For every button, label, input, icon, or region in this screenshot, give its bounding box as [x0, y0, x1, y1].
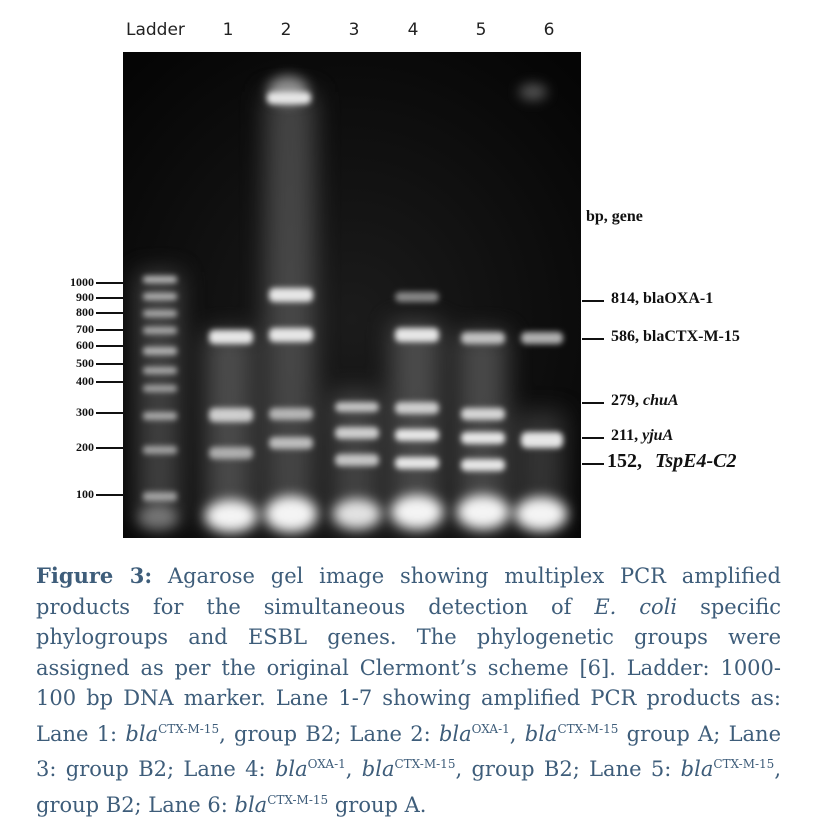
ladder-band-200 [143, 446, 177, 454]
marker-line-211 [582, 437, 604, 439]
lane6-band-586 [521, 332, 563, 344]
marker-gene-152: TspE4-C2 [655, 450, 737, 472]
primer-lane-2 [265, 496, 317, 532]
caption-bla: bla [234, 792, 268, 817]
marker-bp-814: 814, [611, 290, 639, 307]
caption-lane1-tail: , group B2; Lane 2: [219, 721, 439, 746]
marker-gene-814: blaOXA-1 [643, 290, 714, 307]
lane3-band-152 [335, 454, 379, 466]
caption-text-1: Agarose gel image showing multiplex PCR amplified products for the simultaneous detection of [36, 564, 781, 619]
caption-text-2: specific phylogroups and ESBL genes. The phylogenetic groups were assigned as per the original Clermont’s scheme [6]. Ladder: 1000-100 bp DNA marker. Lane 1-7 showing amplified PCR products as: Lane 1: [36, 594, 781, 746]
lane2-band-814 [269, 288, 313, 302]
marker-label-279 [611, 392, 679, 410]
caption-ctx-sup: CTX-M-15 [394, 757, 456, 771]
ladder-band-400 [143, 385, 177, 392]
marker-bp-279: 279, [611, 392, 639, 409]
marker-bp-211: 211, [611, 427, 639, 444]
caption-ecoli: E. coli [594, 594, 678, 619]
ladder-tick-300 [96, 412, 124, 414]
lane-label-1: 1 [222, 20, 234, 40]
ladder-tick-800 [96, 312, 124, 314]
lane5-band-211 [461, 432, 505, 444]
ladder-label-700: 700 [76, 322, 94, 336]
lane4-band-586 [395, 328, 439, 342]
caption-lane5-tail: , group B2; Lane 6: [36, 757, 781, 817]
lane4-band-279 [395, 402, 439, 414]
ladder-label-300: 300 [76, 405, 94, 419]
caption-oxa-sup: OXA-1 [471, 721, 510, 736]
caption-ctx-sup: CTX-M-15 [557, 721, 619, 736]
marker-line-814 [582, 300, 604, 302]
marker-gene-586: blaCTX-M-15 [643, 328, 740, 345]
ladder-band-700 [143, 327, 177, 334]
lane4-band-211 [395, 429, 439, 441]
ladder-label-100: 100 [76, 487, 94, 501]
caption-bla: bla [125, 721, 159, 746]
marker-gene-279: chuA [643, 392, 679, 409]
marker-line-279 [582, 402, 604, 404]
ladder-label-1000: 1000 [70, 275, 94, 289]
ladder-tick-500 [96, 363, 124, 365]
lane-label-5: 5 [475, 20, 487, 40]
lane5-band-586 [461, 332, 505, 344]
lane4-band-814 [395, 292, 439, 302]
primer-lane-6 [515, 497, 567, 531]
lane3-band-211 [335, 427, 379, 439]
marker-line-152 [582, 463, 604, 465]
lane1-band-152 [209, 447, 253, 459]
ladder-label-600: 600 [76, 338, 94, 352]
ladder-tick-700 [96, 329, 124, 331]
caption-lane2-tail: group A; Lane 3: group B2; Lane 4: [36, 721, 781, 781]
ladder-label-200: 200 [76, 440, 94, 454]
caption-lane6-tail: group A. [328, 792, 427, 817]
marker-label-814 [611, 290, 713, 308]
caption-separator: , [509, 721, 525, 746]
ladder-tick-1000 [96, 282, 124, 284]
ladder-label-900: 900 [76, 290, 94, 304]
marker-gene-211: yjuA [642, 427, 674, 444]
caption-bla: bla [438, 721, 472, 746]
well-lane-6 [519, 84, 547, 100]
ladder-label-500: 500 [76, 356, 94, 370]
lane-label-2: 2 [280, 20, 292, 40]
lane1-band-586 [209, 330, 253, 344]
caption-bla: bla [524, 721, 558, 746]
primer-lane-3 [333, 499, 381, 529]
marker-label-586 [611, 328, 740, 346]
ladder-label-800: 800 [76, 305, 94, 319]
caption-figure-label: Figure 3: [36, 563, 153, 588]
ladder-tick-100 [96, 494, 124, 496]
primer-lane-5 [457, 495, 509, 529]
ladder-band-800 [143, 310, 177, 317]
lane1-band-279 [209, 408, 253, 422]
caption-separator: , [345, 757, 362, 781]
lane3-band-279 [335, 402, 379, 412]
ladder-band-100 [143, 492, 177, 501]
marker-bp-586: 586, [611, 328, 639, 345]
marker-header: bp, gene [586, 208, 643, 225]
lane5-band-279 [461, 408, 505, 420]
lane-label-4: 4 [407, 20, 419, 40]
gel-image [123, 52, 581, 538]
marker-line-586 [582, 338, 604, 340]
ladder-band-900 [143, 293, 177, 300]
lane2-band-211 [269, 437, 313, 449]
ladder-tick-600 [96, 345, 124, 347]
ladder-label-400: 400 [76, 374, 94, 388]
caption-oxa-sup: OXA-1 [307, 757, 346, 771]
lane-label-ladder: Ladder [126, 20, 185, 40]
caption-ctx-sup: CTX-M-15 [267, 792, 329, 807]
caption-bla: bla [680, 757, 714, 781]
caption-bla: bla [361, 757, 395, 781]
smear-lane-2 [265, 92, 315, 532]
ladder-band-500 [143, 367, 177, 374]
lane2-band-586 [269, 328, 313, 342]
lane6-band-211 [521, 432, 563, 448]
ladder-band-1000 [143, 276, 177, 283]
caption-lane4-tail: , group B2; Lane 5: [455, 757, 681, 781]
primer-lane-4 [391, 495, 443, 529]
ladder-band-600 [143, 347, 177, 355]
caption-ctx-sup: CTX-M-15 [158, 721, 220, 736]
marker-label-211 [611, 427, 673, 445]
figure-caption [36, 561, 781, 820]
ladder-band-300 [143, 412, 177, 420]
ladder-tick-200 [96, 447, 124, 449]
primer-ladder [138, 506, 178, 530]
lane2-band-top [267, 92, 311, 104]
lane4-band-152 [395, 457, 439, 469]
ladder-tick-400 [96, 381, 124, 383]
primer-lane-1 [205, 500, 257, 532]
ladder-tick-900 [96, 297, 124, 299]
lane-label-3: 3 [348, 20, 360, 40]
lane5-band-152 [461, 459, 505, 471]
lane2-band-279 [269, 408, 313, 420]
caption-bla: bla [274, 757, 308, 781]
marker-bp-152: 152, [607, 450, 642, 472]
lane-label-6: 6 [543, 20, 555, 40]
marker-label-152 [607, 450, 737, 473]
caption-ctx-sup: CTX-M-15 [713, 757, 775, 771]
